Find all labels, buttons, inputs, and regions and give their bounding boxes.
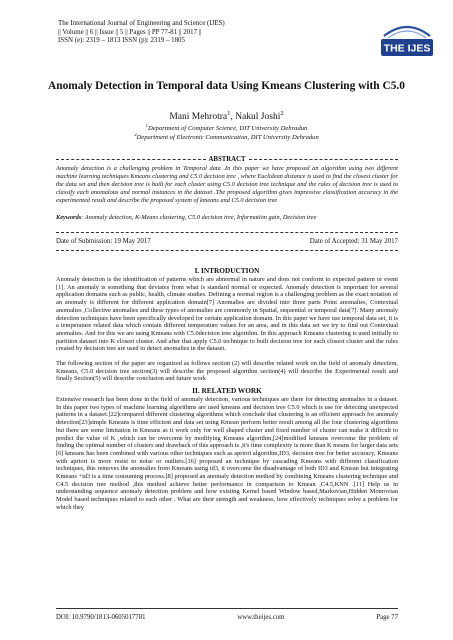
author-1-affil: 1 xyxy=(227,109,231,117)
divider xyxy=(56,159,206,160)
footer-url[interactable]: www.theijes.com xyxy=(237,614,285,621)
footer-divider xyxy=(56,608,398,609)
accepted-date: Date of Accepted: 31 May 2017 xyxy=(309,238,398,245)
footer-page-number: Page 77 xyxy=(376,614,398,621)
intro-paragraph-2: The following section of the paper are organized as follows section (2) will describe related work on the field of anomaly detection, Kmeans, C5.0 decision tree section(3) will describe the proposed algorithm section(4) will describe the Experimental result and finally Section(5) will describe conclusion and future work xyxy=(56,360,398,383)
journal-issn: ISSN (e): 2319 – 1813 ISSN (p): 2319 – 1805 xyxy=(58,37,185,45)
keywords-text: : Anomaly detection, K-Means clustering, C5.0 decision tree, Information gain, Decision tree xyxy=(81,214,317,221)
divider xyxy=(56,232,398,233)
abstract-heading xyxy=(56,156,398,163)
keywords-label: Keywords xyxy=(56,214,82,221)
divider xyxy=(249,159,399,160)
abstract-text: Anomaly detection is a challenging problem in Temporal data .In this paper we have proposed an algorithm using two different machine learning techniques Kmeans clustering and C5.0 decision tree , where Euclidean distance is used to find the closest cluster for the data set and then decision tree is built for each cluster using C5.0 decision tree technique and the rules of decision tree is used to classify each anomalous and normal instances in the dataset .The proposed algorithm gives impressive classification accuracy in the experimented result and describe the proposed system of kmeans and C5.0 decision tree xyxy=(56,165,398,204)
paper-title: Anomaly Detection in Temporal data Using Kmeans Clustering with C5.0 xyxy=(48,80,405,92)
submission-date: Date of Submission: 19 May 2017 xyxy=(56,238,151,245)
affiliations xyxy=(40,122,413,142)
author-separator: , xyxy=(230,112,236,122)
dates-row xyxy=(56,238,398,245)
affiliation-1: $^1$Department of Computer Science, DIT University Dehradun xyxy=(145,122,308,132)
page-footer xyxy=(56,614,398,621)
footer-doi: DOI: 10.9790/1813-0605017781 xyxy=(56,614,146,621)
journal-logo xyxy=(378,16,436,62)
affiliation-2: $^2$Department of Electronic Communication, DIT University Dehradun xyxy=(134,131,319,141)
journal-logo-icon xyxy=(378,16,436,62)
section-heading-related-work: II. RELATED WORK xyxy=(192,386,262,395)
journal-name: The International Journal of Engineering and Science (IJES) xyxy=(58,20,225,27)
journal-volume: || Volume || 6 || Issue || 5 || Pages || PP 77-81 || 2017 || xyxy=(58,28,202,36)
logo-text: THE IJES xyxy=(383,42,431,55)
abstract-label: ABSTRACT xyxy=(208,156,246,163)
related-work-paragraph: Extensive research has been done in the field of anomaly detection, various techniques are there for detecting anomalies in a dataset. In this paper two types of machine learning algorithms are used kmeans and decision tree C5.0 which is use for detecting unexpected patterns in a dataset.[22]compared different clustering algorithms which conclude that clustering is an efficient approach for anomaly detection[23]simple Kmeans is time efficient and data set using Kmean perform better result among all the four clustering algorithms but there are some limitation in Kmeans as it work only for well shaped cluster and fixed number of cluster can make it difficult to predict the value of K ,which can be overcome by modifying Kmeans algorithm,[24]modified kmeans overcome the problem of finding the optimal number of clusters and drawback of this approach is ,it's time complexity is more than K means for larger data sets [6] kmeans has been combined with various other techniques such as apriori algorithm,ID3, decision tree for better accuracy, Kmeans with apriori is more resist to noise or outliers.[16] proposed an technique by cascading Kmeans with different classification techniques, this removes the anomalies from Kmeans using id3, it overcome the disadvantage of both ID3 and Kmean but integrating Kmeans +id3 is a time consuming process.[8] proposed an anomaly detection method by combining Kmeans clustering technique and C4.5 decision tree method ,this method achieve better performance in comparison to Kmean ,C4.5,KNN .[11] Help us in understanding sequence anomaly detection problem and how existing Kernel based Window based,Markovian,Hidden Monrovian Model based techniques related to each other . What are their strength and weakness, how effectively techniques solve a problem for which they xyxy=(56,396,398,511)
divider xyxy=(56,250,398,251)
author-2-affil: 2 xyxy=(280,109,284,117)
section-heading-introduction: I. INTRODUCTION xyxy=(194,266,260,275)
author-list xyxy=(40,109,413,123)
keywords xyxy=(56,214,398,222)
intro-paragraph-1: Anomaly detection is the identification of patterns which are abnormal in nature and does not conform to expected pattern or event [1]. An anomaly is something that deviates from what is standard normal or expected. Anomaly detection is important for several application domains such as public, health, climate studies. Defining a normal region is a challenging problem as the exact notation of an anomaly is different for different application domain[7] Anomalies are divided into three parts Point anomalies, Contextual anomalies ,Collective anomalies and these types of anomalies are commonly in Spatial, sequential or temporal data[7]. Many anomaly detection techniques have been specifically developed for certain application domain. In this paper we have use temporal data set, it is a temperature related data which contain different temperature values for an area, and in this data set we try to find out Contextual anomalies. And for this we are using Kmeans with C5.0decision tree algorithm. In this approach Kmeans clustering is used initially to partition dataset into K closest cluster. And after that apply C5.0 technique to built decision tree for each closest cluster and the rules created by decision tree are used to detect anomalies in the dataset. xyxy=(56,276,398,353)
author-2: Nakul Joshi xyxy=(235,112,281,122)
journal-header xyxy=(58,20,358,46)
author-1: Mani Mehrotra xyxy=(169,112,228,122)
